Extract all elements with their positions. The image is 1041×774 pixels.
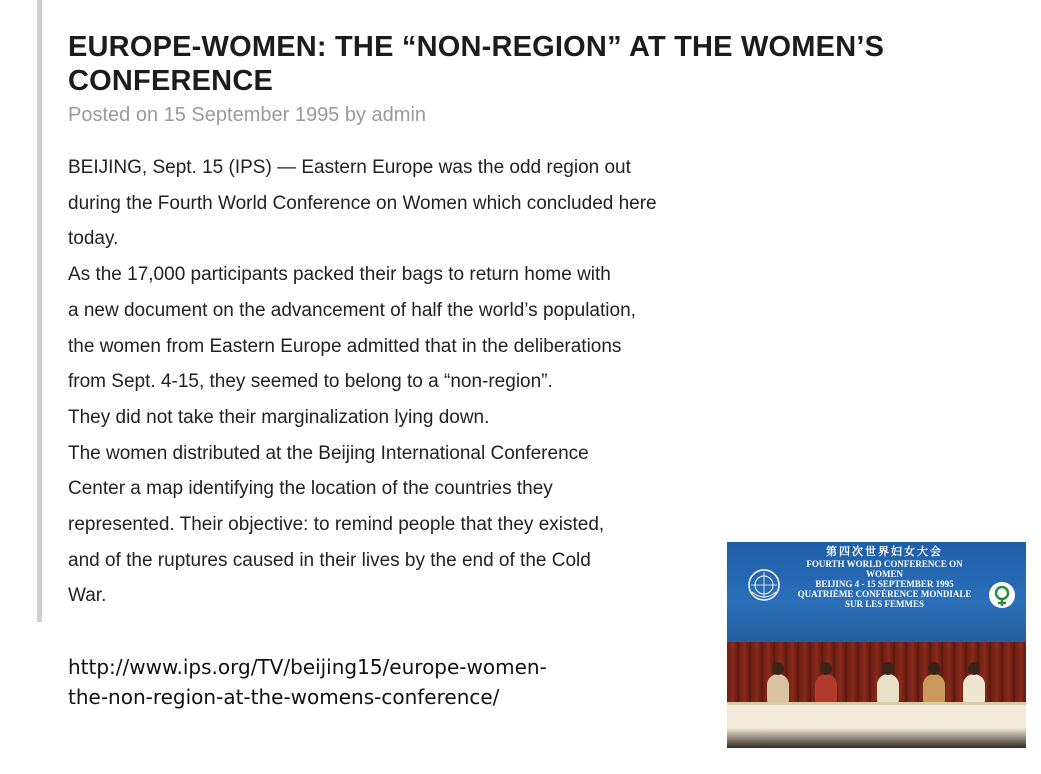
article-line: from Sept. 4-15, they seemed to belong to a “non-region”. bbox=[68, 371, 553, 393]
banner-french-1: QUATRIÈME CONFÉRENCE MONDIALE bbox=[797, 589, 972, 599]
article-line: War. bbox=[68, 585, 107, 607]
audience-shadow bbox=[727, 728, 1026, 748]
banner-text bbox=[777, 546, 992, 609]
banner-chinese: 第四次世界妇女大会 bbox=[826, 546, 943, 558]
article-title bbox=[68, 30, 968, 98]
article-line: As the 17,000 participants packed their bags to return home with bbox=[68, 264, 611, 286]
panelist bbox=[963, 674, 985, 704]
article-line: BEIJING, Sept. 15 (IPS) — Eastern Europe was the odd region out bbox=[68, 157, 631, 178]
article-line: The women distributed at the Beijing International Conference bbox=[68, 442, 589, 464]
panelist bbox=[815, 674, 837, 704]
source-url-line-2[interactable]: the-non-region-at-the-womens-conference/ bbox=[68, 685, 500, 709]
banner-english-1: FOURTH WORLD CONFERENCE ON bbox=[806, 559, 963, 569]
source-url-line-1[interactable]: http://www.ips.org/TV/beijing15/europe-women- bbox=[68, 655, 547, 679]
article-line: today. bbox=[68, 228, 119, 250]
banner-french-2: SUR LES FEMMES bbox=[844, 599, 924, 609]
article-line: the women from Eastern Europe admitted that in the deliberations bbox=[68, 335, 622, 357]
article-line: Center a map identifying the location of the countries they bbox=[68, 478, 553, 500]
article-line: represented. Their objective: to remind people that they existed, bbox=[68, 514, 605, 536]
conference-photo bbox=[727, 542, 1026, 748]
article-line: They did not take their marginalization lying down. bbox=[68, 406, 490, 428]
un-emblem-icon bbox=[747, 568, 781, 602]
article bbox=[68, 30, 968, 614]
panelist bbox=[877, 674, 899, 704]
panelist bbox=[767, 674, 789, 704]
conference-logo-icon bbox=[987, 580, 1017, 610]
conference-banner bbox=[727, 542, 1026, 642]
article-line: a new document on the advancement of half the world’s population, bbox=[68, 299, 636, 321]
article-body bbox=[68, 150, 748, 614]
article-line: and of the ruptures caused in their lives by the end of the Cold bbox=[68, 549, 591, 571]
left-border-rule bbox=[37, 0, 42, 622]
panelist bbox=[923, 674, 945, 704]
banner-english-2: WOMEN bbox=[866, 569, 903, 579]
article-title-line-1: EUROPE-WOMEN: THE “NON-REGION” AT THE WOMEN’S bbox=[68, 31, 885, 63]
post-meta: Posted on 15 September 1995 by admin bbox=[68, 104, 427, 126]
source-url[interactable] bbox=[68, 652, 688, 712]
article-line: during the Fourth World Conference on Women which concluded here bbox=[68, 192, 657, 214]
article-title-line-2: CONFERENCE bbox=[68, 65, 274, 97]
banner-english-3: BEIJING 4 - 15 SEPTEMBER 1995 bbox=[815, 579, 954, 589]
